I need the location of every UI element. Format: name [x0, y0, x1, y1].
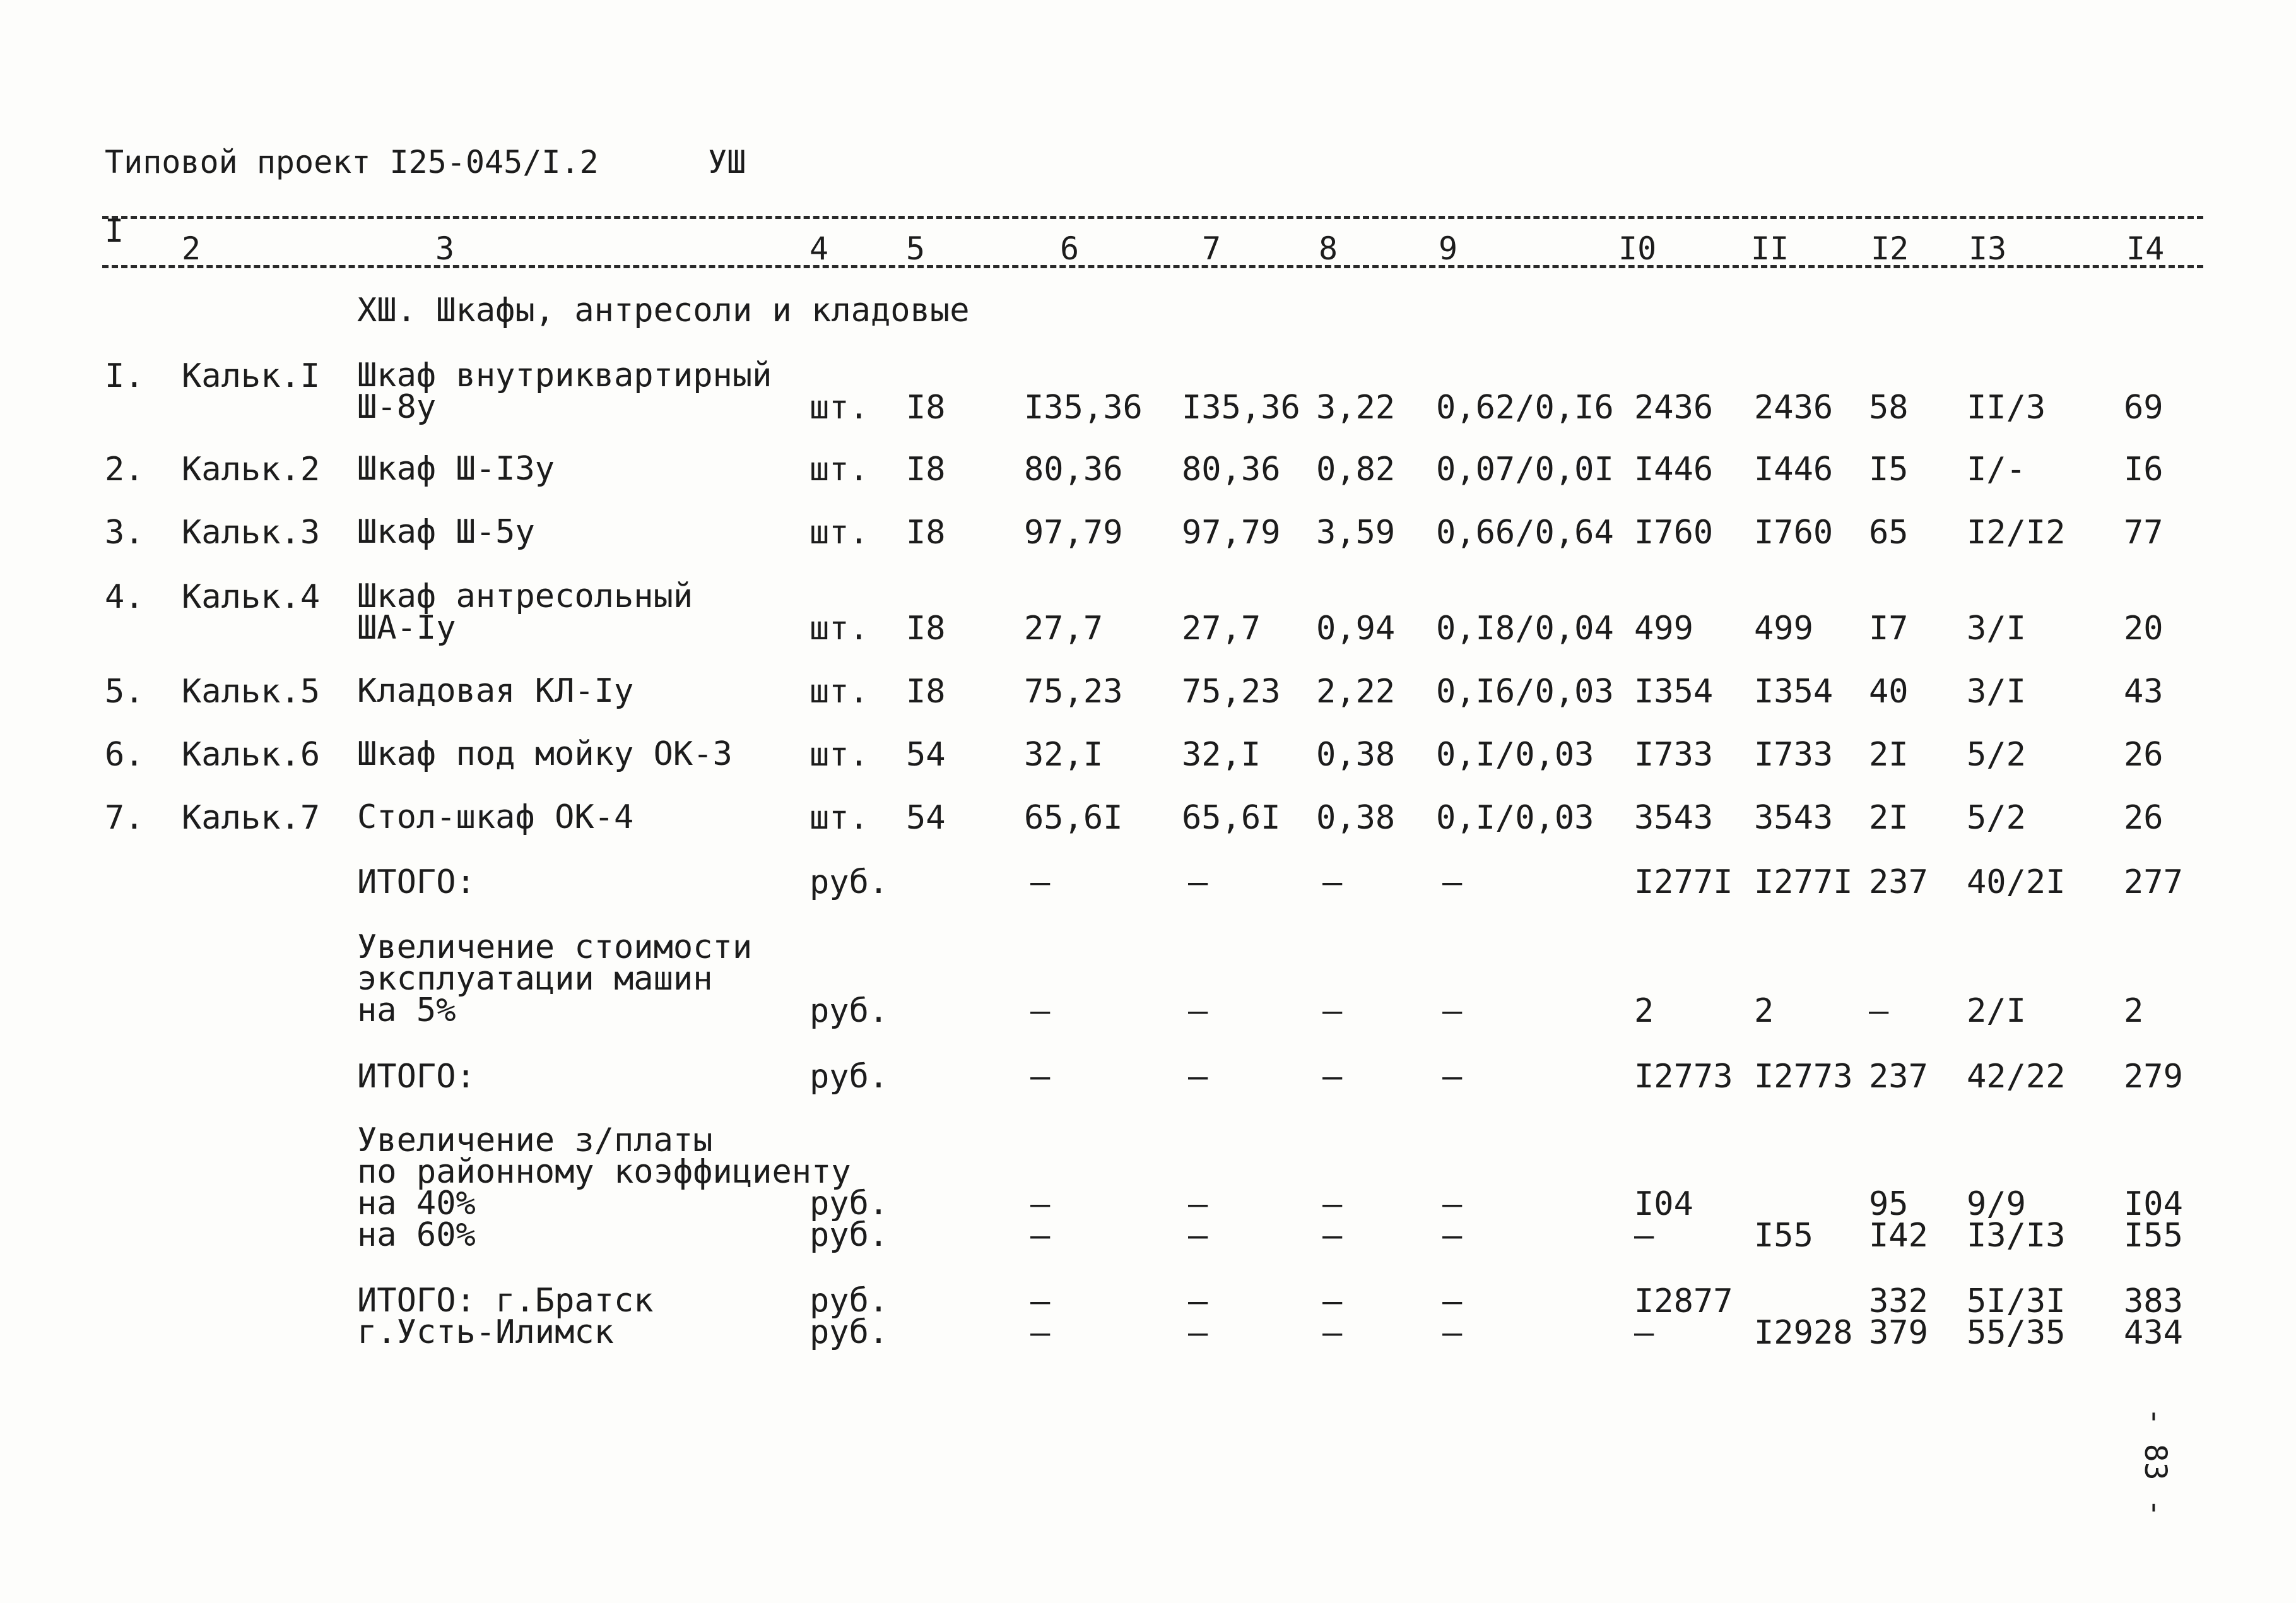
total-cell-c10: –	[1634, 1217, 1654, 1255]
wage-sub40-dash: –	[1442, 1185, 1463, 1223]
total-cell-c12: –	[1869, 992, 1889, 1030]
row-cell-c12: 2I	[1869, 736, 1909, 774]
total-cell-c11: I277I	[1754, 863, 1853, 901]
row-cell-c9: 0,I/0,03	[1436, 736, 1594, 774]
project-title: Типовой проект I25-045/I.2	[105, 144, 599, 180]
row-cell-c6: 80,36	[1024, 451, 1123, 488]
row-unit: шт.	[809, 610, 869, 648]
wage-sub60-label: на 60%	[357, 1216, 476, 1254]
column-number-8: 8	[1319, 230, 1338, 267]
row-cell-c10: I354	[1634, 673, 1714, 711]
wage-sub40-dash: –	[1322, 1185, 1343, 1223]
row-cell-c7: I35,36	[1182, 389, 1300, 427]
row-number: 2.	[105, 451, 144, 488]
row-name-line: Шкаф внутриквартирный	[357, 357, 772, 394]
row-cell-c7: 32,I	[1182, 736, 1261, 774]
wage-sub60-dash: –	[1030, 1217, 1051, 1255]
total2-dash: –	[1188, 1058, 1208, 1096]
row-cell-c11: I733	[1754, 736, 1834, 774]
row-cell-c14: 43	[2124, 673, 2164, 711]
row-qty: I8	[906, 451, 946, 488]
total1-dash: –	[1188, 863, 1208, 901]
total-cell-c10: I04	[1634, 1185, 1693, 1223]
total-cell-c11: I2773	[1754, 1058, 1853, 1096]
page-number: - 83 -	[2138, 1407, 2173, 1517]
row-unit: шт.	[809, 451, 869, 488]
machine-dash: –	[1322, 992, 1343, 1030]
row-cell-c11: I760	[1754, 514, 1834, 552]
total1-dash: –	[1442, 863, 1463, 901]
row-cell-c8: 0,38	[1316, 799, 1396, 837]
row-cell-c13: I2/I2	[1967, 514, 2066, 552]
row-cell-c9: 0,66/0,64	[1436, 514, 1614, 552]
row-cell-c14: 26	[2124, 799, 2164, 837]
row-cell-c7: 75,23	[1182, 673, 1281, 711]
row-unit: шт.	[809, 799, 869, 837]
row-cell-c6: 97,79	[1024, 514, 1123, 552]
row-cell-c11: 2436	[1754, 389, 1834, 427]
total-cell-c13: 40/2I	[1967, 863, 2066, 901]
column-number-13: I3	[1969, 230, 2007, 267]
row-calc-ref: Кальк.2	[182, 451, 321, 488]
total-cell-c10: I2773	[1634, 1058, 1733, 1096]
row-cell-c12: 40	[1869, 673, 1909, 711]
row-qty: 54	[906, 799, 946, 837]
row-cell-c10: 499	[1634, 610, 1693, 648]
row-name-line: Шкаф Ш-I3у	[357, 450, 555, 488]
final-bratsk-unit: руб.	[809, 1282, 889, 1320]
column-number-6: 6	[1060, 230, 1080, 267]
row-calc-ref: Кальк.3	[182, 514, 321, 552]
row-cell-c9: 0,I8/0,04	[1436, 610, 1614, 648]
row-cell-c8: 0,38	[1316, 736, 1396, 774]
machine-increase-line: эксплуатации машин	[357, 960, 713, 998]
row-cell-c7: 65,6I	[1182, 799, 1281, 837]
total-cell-c14: 2	[2124, 992, 2144, 1030]
row-unit: шт.	[809, 673, 869, 711]
total-cell-c14: I55	[2124, 1217, 2183, 1255]
row-name-line: Ш-8у	[357, 388, 437, 426]
row-qty: 54	[906, 736, 946, 774]
row-calc-ref: Кальк.4	[182, 578, 321, 616]
row-name-line: Кладовая КЛ-Iу	[357, 672, 634, 710]
final-ust-dash: –	[1442, 1314, 1463, 1352]
row-cell-c14: 20	[2124, 610, 2164, 648]
wage-sub60-dash: –	[1188, 1217, 1208, 1255]
total-cell-c13: 2/I	[1967, 992, 2026, 1030]
row-cell-c7: 97,79	[1182, 514, 1281, 552]
row-number: 6.	[105, 736, 144, 774]
total-cell-c14: 277	[2124, 863, 2183, 901]
row-calc-ref: Кальк.6	[182, 736, 321, 774]
row-cell-c14: 26	[2124, 736, 2164, 774]
row-cell-c8: 0,94	[1316, 610, 1396, 648]
row-cell-c9: 0,07/0,0I	[1436, 451, 1614, 488]
total-unit: руб.	[809, 863, 889, 901]
row-name-line: Шкаф Ш-5у	[357, 513, 535, 551]
row-cell-c13: 5/2	[1967, 736, 2026, 774]
row-name-line: Стол-шкаф ОК-4	[357, 798, 634, 836]
row-cell-c13: I/-	[1967, 451, 2026, 488]
row-cell-c8: 3,59	[1316, 514, 1396, 552]
row-qty: I8	[906, 389, 946, 427]
machine-increase-line: Увеличение стоимости	[357, 928, 753, 966]
final-ust-unit: руб.	[809, 1313, 889, 1351]
row-cell-c12: I7	[1869, 610, 1909, 648]
row-name-line: Шкаф антресольный	[357, 577, 693, 615]
total-cell-c11: I2928	[1754, 1314, 1853, 1352]
row-number: 7.	[105, 799, 144, 837]
wage-sub60-unit: руб.	[809, 1216, 889, 1254]
final-ust-dash: –	[1322, 1314, 1343, 1352]
total2-dash: –	[1030, 1058, 1051, 1096]
total-cell-c13: 5I/3I	[1967, 1282, 2066, 1320]
row-cell-c13: 3/I	[1967, 610, 2026, 648]
wage-sub60-dash: –	[1442, 1217, 1463, 1255]
total-cell-c12: 332	[1869, 1282, 1928, 1320]
total-cell-c13: 9/9	[1967, 1185, 2026, 1223]
row-cell-c10: I733	[1634, 736, 1714, 774]
row-cell-c8: 0,82	[1316, 451, 1396, 488]
total-cell-c11: I55	[1754, 1217, 1813, 1255]
total-cell-c10: I2877	[1634, 1282, 1733, 1320]
row-unit: шт.	[809, 736, 869, 774]
machine-dash: –	[1030, 992, 1051, 1030]
total-cell-c12: 237	[1869, 863, 1928, 901]
row-cell-c6: 32,I	[1024, 736, 1104, 774]
row-cell-c12: I5	[1869, 451, 1909, 488]
row-cell-c6: I35,36	[1024, 389, 1143, 427]
row-cell-c10: 2436	[1634, 389, 1714, 427]
total2-dash: –	[1442, 1058, 1463, 1096]
wage-sub40-dash: –	[1188, 1185, 1208, 1223]
total-cell-c14: 434	[2124, 1314, 2183, 1352]
machine-dash: –	[1188, 992, 1208, 1030]
row-cell-c12: 58	[1869, 389, 1909, 427]
total1-dash: –	[1030, 863, 1051, 901]
total-cell-c10: –	[1634, 1314, 1654, 1352]
row-cell-c10: I446	[1634, 451, 1714, 488]
total-cell-c10: I277I	[1634, 863, 1733, 901]
column-number-7: 7	[1202, 230, 1222, 267]
row-cell-c7: 80,36	[1182, 451, 1281, 488]
row-cell-c6: 27,7	[1024, 610, 1104, 648]
row-qty: I8	[906, 610, 946, 648]
row-number: 5.	[105, 673, 144, 711]
machine-increase-line: на 5%	[357, 991, 456, 1029]
row-cell-c11: I446	[1754, 451, 1834, 488]
column-header-top-rule	[102, 216, 2203, 219]
wage-sub60-dash: –	[1322, 1217, 1343, 1255]
total-cell-c10: 2	[1634, 992, 1654, 1030]
machine-increase-unit: руб.	[809, 992, 889, 1030]
row-name-line: ША-Iу	[357, 609, 456, 647]
final-bratsk-dash: –	[1322, 1282, 1343, 1320]
column-number-12: I2	[1871, 230, 1909, 267]
final-ust-label: г.Усть-Илимск	[357, 1313, 614, 1351]
row-cell-c6: 65,6I	[1024, 799, 1123, 837]
final-bratsk-dash: –	[1188, 1282, 1208, 1320]
row-unit: шт.	[809, 389, 869, 427]
row-cell-c14: 69	[2124, 389, 2164, 427]
total1-dash: –	[1322, 863, 1343, 901]
row-number: I.	[105, 357, 144, 395]
total-cell-c11: 2	[1754, 992, 1774, 1030]
row-unit: шт.	[809, 514, 869, 552]
row-qty: I8	[906, 673, 946, 711]
total-label: ИТОГО:	[357, 863, 476, 901]
total-cell-c12: 379	[1869, 1314, 1928, 1352]
final-bratsk-label: ИТОГО: г.Братск	[357, 1282, 654, 1320]
wage-increase-line: Увеличение з/платы	[357, 1121, 713, 1159]
row-cell-c8: 2,22	[1316, 673, 1396, 711]
total-cell-c12: 95	[1869, 1185, 1909, 1223]
final-ust-dash: –	[1188, 1314, 1208, 1352]
column-number-11: II	[1751, 230, 1789, 267]
total2-dash: –	[1322, 1058, 1343, 1096]
row-cell-c11: 3543	[1754, 799, 1834, 837]
wage-sub40-unit: руб.	[809, 1185, 889, 1222]
row-cell-c11: 499	[1754, 610, 1813, 648]
row-number: 4.	[105, 578, 144, 616]
wage-increase-line: по районному коэффициенту	[357, 1153, 851, 1191]
total-cell-c12: I42	[1869, 1217, 1928, 1255]
row-cell-c6: 75,23	[1024, 673, 1123, 711]
row-qty: I8	[906, 514, 946, 552]
row-number: 3.	[105, 514, 144, 552]
row-cell-c14: I6	[2124, 451, 2164, 488]
row-cell-c12: 65	[1869, 514, 1909, 552]
row-calc-ref: Кальк.I	[182, 357, 321, 395]
wage-sub40-dash: –	[1030, 1185, 1051, 1223]
row-cell-c8: 3,22	[1316, 389, 1396, 427]
wage-sub40-label: на 40%	[357, 1185, 476, 1222]
column-number-10: I0	[1618, 230, 1657, 267]
total-label: ИТОГО:	[357, 1058, 476, 1096]
total-cell-c14: 279	[2124, 1058, 2183, 1096]
row-cell-c10: I760	[1634, 514, 1714, 552]
column-number-5: 5	[906, 230, 926, 267]
column-number-1: I	[105, 213, 124, 249]
volume-number: УШ	[708, 144, 746, 180]
total-cell-c12: 237	[1869, 1058, 1928, 1096]
row-calc-ref: Кальк.7	[182, 799, 321, 837]
total-cell-c14: 383	[2124, 1282, 2183, 1320]
row-cell-c13: 5/2	[1967, 799, 2026, 837]
column-number-14: I4	[2126, 230, 2165, 267]
column-number-2: 2	[182, 230, 201, 267]
row-name-line: Шкаф под мойку ОК-3	[357, 735, 733, 773]
total-cell-c13: 42/22	[1967, 1058, 2066, 1096]
final-bratsk-dash: –	[1030, 1282, 1051, 1320]
total-cell-c13: I3/I3	[1967, 1217, 2066, 1255]
column-number-3: 3	[435, 230, 455, 267]
machine-dash: –	[1442, 992, 1463, 1030]
total-cell-c14: I04	[2124, 1185, 2183, 1223]
column-number-4: 4	[809, 230, 829, 267]
total-unit: руб.	[809, 1058, 889, 1096]
column-number-9: 9	[1439, 230, 1458, 267]
row-cell-c9: 0,62/0,I6	[1436, 389, 1614, 427]
row-calc-ref: Кальк.5	[182, 673, 321, 711]
row-cell-c13: II/3	[1967, 389, 2046, 427]
row-cell-c12: 2I	[1869, 799, 1909, 837]
row-cell-c9: 0,I/0,03	[1436, 799, 1594, 837]
row-cell-c9: 0,I6/0,03	[1436, 673, 1614, 711]
row-cell-c14: 77	[2124, 514, 2164, 552]
final-ust-dash: –	[1030, 1314, 1051, 1352]
row-cell-c7: 27,7	[1182, 610, 1261, 648]
row-cell-c10: 3543	[1634, 799, 1714, 837]
final-bratsk-dash: –	[1442, 1282, 1463, 1320]
row-cell-c11: I354	[1754, 673, 1834, 711]
row-cell-c13: 3/I	[1967, 673, 2026, 711]
total-cell-c13: 55/35	[1967, 1314, 2066, 1352]
section-title: ХШ. Шкафы, антресоли и кладовые	[357, 292, 970, 329]
